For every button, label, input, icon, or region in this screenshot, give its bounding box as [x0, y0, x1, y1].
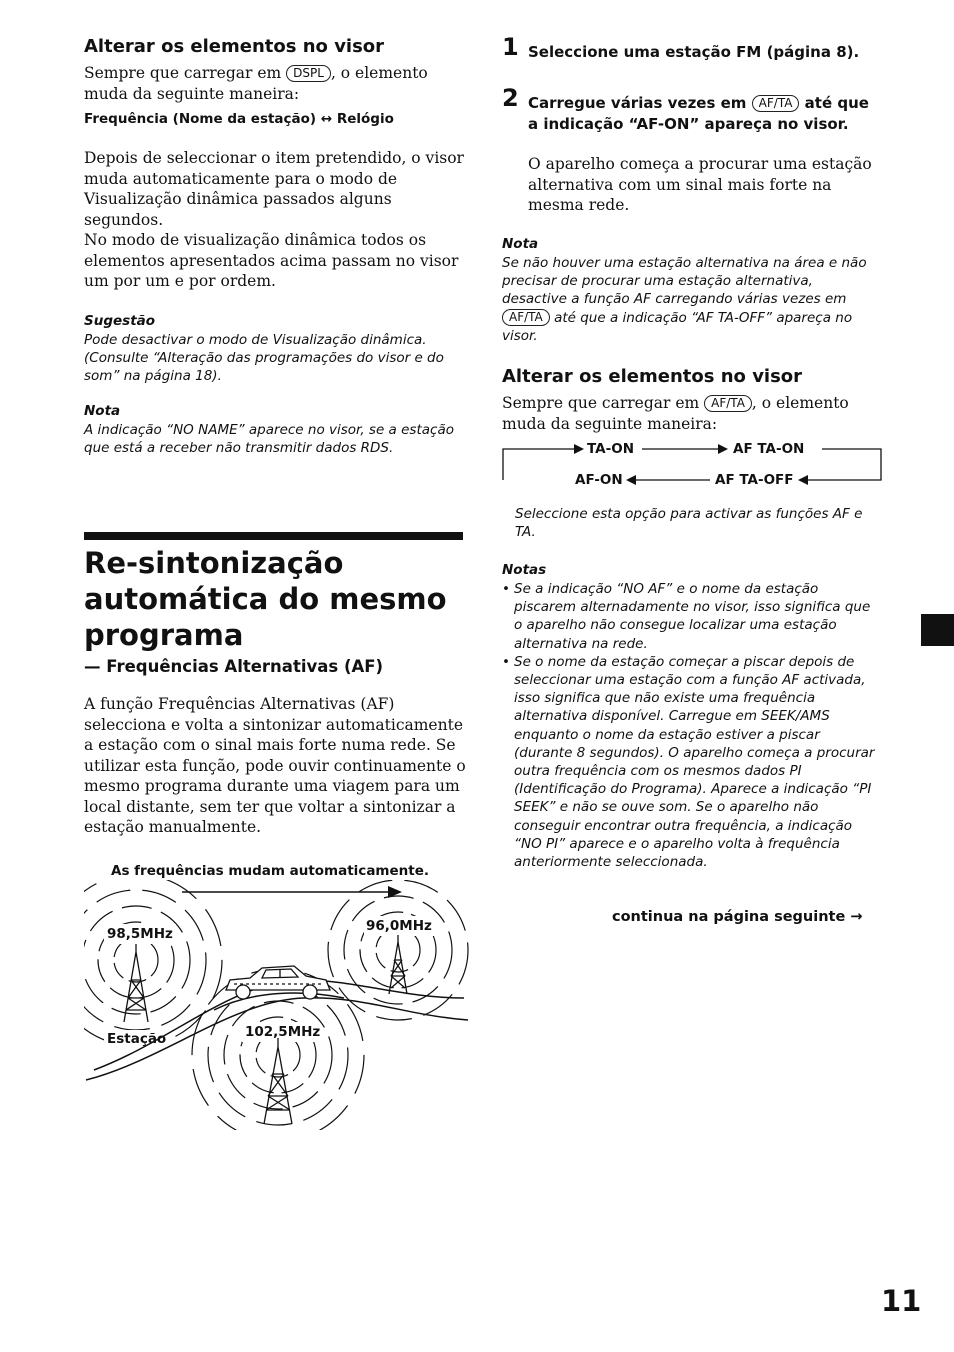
display-paragraphs	[84, 148, 466, 292]
side-tab	[921, 614, 954, 646]
note-text-a: Se não houver uma estação alternativa na área e não precisar de procurar uma estação alternativa, desactive a função AF carregando várias vezes em	[502, 255, 867, 308]
notes-list	[502, 580, 882, 871]
intro-text-2: , o elemento muda da seguinte maneira:	[84, 64, 428, 103]
step-number: 2	[502, 84, 519, 112]
af-ta-key: AF/TA	[704, 395, 752, 412]
intro-text: Sempre que carregar em	[502, 394, 700, 412]
note-text: A indicação “NO NAME” aparece no visor, se a estação que está a receber não transmitir dados RDS.	[84, 422, 454, 457]
cycle-af-on: AF-ON	[575, 472, 623, 488]
illustration-caption: As frequências mudam automaticamente.	[111, 863, 429, 879]
cycle-note: Seleccione esta opção para activar as funções AF e TA.	[515, 506, 863, 541]
step-2-detail: O aparelho começa a procurar uma estação alternativa com um sinal mais forte na mesma rede.	[528, 155, 872, 214]
section-subtitle: — Frequências Alternativas (AF)	[84, 657, 384, 676]
arrow-right-icon: →	[850, 909, 863, 925]
step-2-text	[528, 93, 880, 134]
step-2-text-b: até que a indicação “AF-ON” apareça no visor.	[528, 94, 869, 133]
radio-tower-icon	[264, 1038, 292, 1124]
intro-text: Sempre que carregar em	[84, 64, 282, 82]
double-arrow-icon: ↔	[320, 111, 333, 127]
cycle-af-ta-on: AF TA-ON	[733, 441, 805, 457]
freq-label-102: 102,5MHz	[245, 1024, 321, 1040]
section-heading-display-af: Alterar os elementos no visor	[502, 366, 803, 387]
dspl-key: DSPL	[286, 65, 331, 82]
display-cycle	[84, 111, 394, 127]
note-text	[502, 254, 880, 345]
tip-text: Pode desactivar o modo de Visualização dinâmica. (Consulte “Alteração das programações do visor e do som” na página 18).	[84, 332, 444, 385]
step-number: 1	[502, 33, 519, 61]
tip-title: Sugestão	[84, 313, 156, 329]
radio-tower-icon	[389, 935, 407, 994]
section-rule	[84, 532, 463, 540]
note-title: Nota	[502, 236, 539, 252]
cycle-af-ta-off: AF TA-OFF	[715, 472, 794, 488]
direction-arrow	[182, 886, 402, 898]
paragraph: No modo de visualização dinâmica todos os elementos apresentados acima passam no visor um por um e por ordem.	[84, 231, 459, 290]
radio-waves-left	[84, 880, 222, 1046]
paragraph: Depois de seleccionar o item pretendido, o visor muda automaticamente para o modo de Visualização dinâmica passados alguns segundos.	[84, 149, 464, 229]
freq-label-98: 98,5MHz	[107, 926, 173, 942]
step-1-text: Seleccione uma estação FM (página 8).	[528, 43, 860, 61]
af-ta-key: AF/TA	[752, 95, 800, 112]
af-ta-key: AF/TA	[502, 309, 550, 326]
section-title: Re-sintonização automática do mesmo programa	[84, 546, 447, 652]
step-2-text-a: Carregue várias vezes em	[528, 94, 747, 112]
freq-label-96: 96,0MHz	[366, 918, 432, 934]
cycle-ta-on: TA-ON	[587, 441, 634, 457]
radio-waves-right	[328, 880, 468, 1020]
list-item: • Se o nome da estação começar a piscar depois de seleccionar uma estação com a função AF activada, isso significa que não existe uma frequência alternativa disponível. Carregue em SEEK/AMS enquanto o nome da estação estiver a piscar (durante 8 segundos). O aparelho começa a procurar outra frequência com os mesmos dados PI (Identificação do Programa). Aparece a indicação “PI SEEK” e não se ouve som. Se o aparelho não conseguir encontrar outra frequência, a indicação “NO PI” aparece e o aparelho volta à frequência anteriormente seleccionada.	[502, 653, 882, 871]
display-intro	[502, 393, 882, 434]
cycle-item-clock: Relógio	[336, 111, 394, 127]
continue-note	[612, 909, 863, 925]
intro-text-2: , o elemento muda da seguinte maneira:	[502, 394, 849, 433]
af-ta-cycle-diagram	[500, 440, 884, 490]
section-heading-display: Alterar os elementos no visor	[84, 36, 385, 57]
display-intro	[84, 63, 464, 104]
continue-text: continua na página seguinte	[612, 909, 846, 925]
page-number: 11	[881, 1284, 922, 1318]
list-item: • Se a indicação “NO AF” e o nome da estação piscarem alternadamente no visor, isso significa que o aparelho não consegue localizar uma estação alternativa na rede.	[502, 580, 882, 653]
note-text-b: até que a indicação “AF TA-OFF” apareça no visor.	[502, 309, 853, 344]
radio-tower-icon	[124, 944, 148, 1022]
cycle-item-frequency: Frequência (Nome da estação)	[84, 111, 317, 127]
note-title: Nota	[84, 403, 121, 419]
station-label: Estação	[107, 1031, 167, 1047]
af-paragraph: A função Frequências Alternativas (AF) selecciona e volta a sintonizar automaticamente a estação com o sinal mais forte numa rede. Se utilizar esta função, pode ouvir continuamente o mesmo programa durante uma viagem para um local distante, sem ter que voltar a sintonizar a estação manualmente.	[84, 695, 466, 836]
notes-title: Notas	[502, 562, 547, 578]
